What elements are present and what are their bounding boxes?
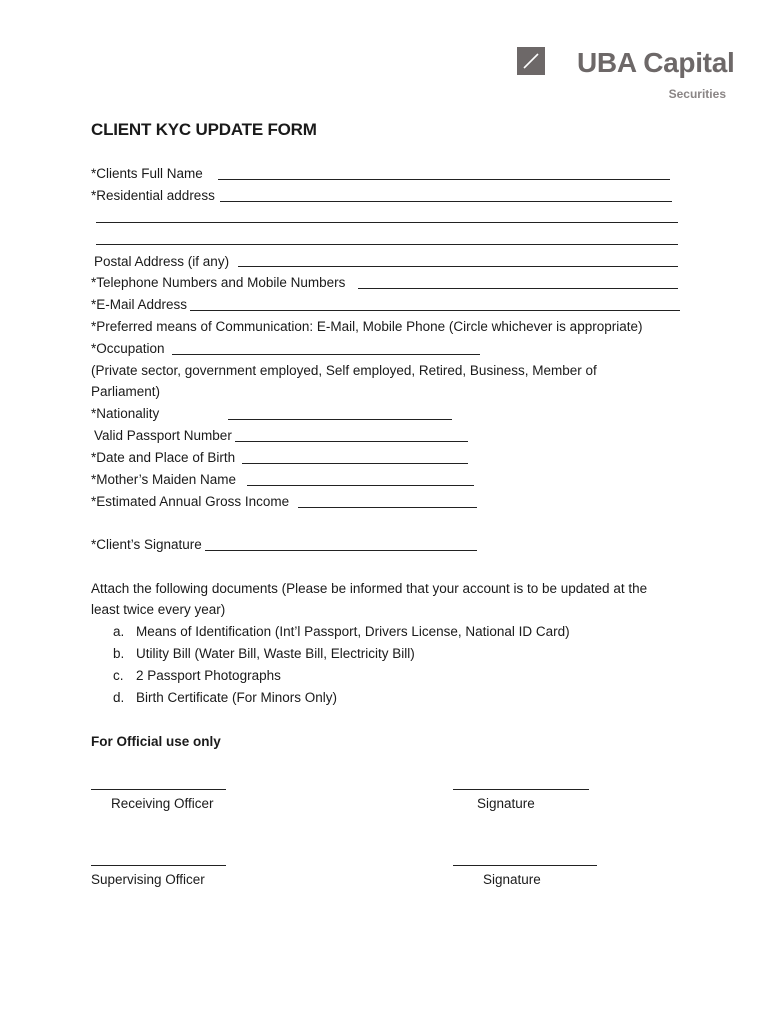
email-field[interactable] [190,310,680,311]
attach-intro-line-2: least twice every year) [91,602,226,617]
client-signature-field[interactable] [205,550,477,551]
occupation-label: *Occupation [91,341,165,356]
list-item-marker: c. [113,668,124,683]
brand-name: UBA Capital [577,47,735,78]
residential-address-field-line-3[interactable] [96,244,678,245]
supervising-signature-field[interactable] [453,865,597,866]
telephone-label: *Telephone Numbers and Mobile Numbers [91,275,346,290]
income-label: *Estimated Annual Gross Income [91,494,290,509]
receiving-officer-field[interactable] [91,789,226,790]
supervising-signature-label: Signature [483,872,541,887]
list-item: 2 Passport Photographs [136,668,281,683]
logo-slash-icon [517,47,545,75]
income-field[interactable] [298,507,477,508]
postal-address-label: Postal Address (if any) [94,254,230,269]
list-item-marker: a. [113,624,125,639]
receiving-signature-field[interactable] [453,789,589,790]
preferred-communication-label: *Preferred means of Communication: E-Mail, Mobile Phone (Circle whichever is appropriate) [91,319,643,334]
official-use-heading: For Official use only [91,734,221,749]
residential-address-label: *Residential address [91,188,215,203]
occupation-note-line-2: Parliament) [91,384,161,399]
occupation-note-line-1: (Private sector, government employed, Self employed, Retired, Business, Member of [91,363,597,378]
dob-field[interactable] [242,463,468,464]
receiving-officer-label: Receiving Officer [111,796,214,811]
attach-intro-line-1: Attach the following documents (Please be informed that your account is to be updated at the [91,581,648,596]
list-item: Means of Identification (Int’l Passport, Drivers License, National ID Card) [136,624,570,639]
occupation-field[interactable] [172,354,480,355]
email-label: *E-Mail Address [91,297,188,312]
full-name-label: *Clients Full Name [91,166,203,181]
supervising-officer-field[interactable] [91,865,226,866]
receiving-signature-label: Signature [477,796,535,811]
telephone-field[interactable] [358,288,678,289]
maiden-name-field[interactable] [247,485,474,486]
residential-address-field[interactable] [220,201,672,202]
residential-address-field-line-2[interactable] [96,222,678,223]
list-item: Birth Certificate (For Minors Only) [136,690,338,705]
supervising-officer-label: Supervising Officer [91,872,205,887]
client-signature-label: *Client’s Signature [91,537,202,552]
brand-subtitle: Securities [668,87,726,101]
brand-logo [517,45,735,105]
passport-label: Valid Passport Number [94,428,232,443]
passport-field[interactable] [235,441,468,442]
list-item-marker: d. [113,690,125,705]
list-item: Utility Bill (Water Bill, Waste Bill, Electricity Bill) [136,646,415,661]
maiden-name-label: *Mother’s Maiden Name [91,472,237,487]
form-title: CLIENT KYC UPDATE FORM [91,120,317,139]
postal-address-field[interactable] [238,266,678,267]
nationality-field[interactable] [228,419,452,420]
full-name-field[interactable] [218,179,670,180]
nationality-label: *Nationality [91,406,160,421]
dob-label: *Date and Place of Birth [91,450,236,465]
list-item-marker: b. [113,646,125,661]
